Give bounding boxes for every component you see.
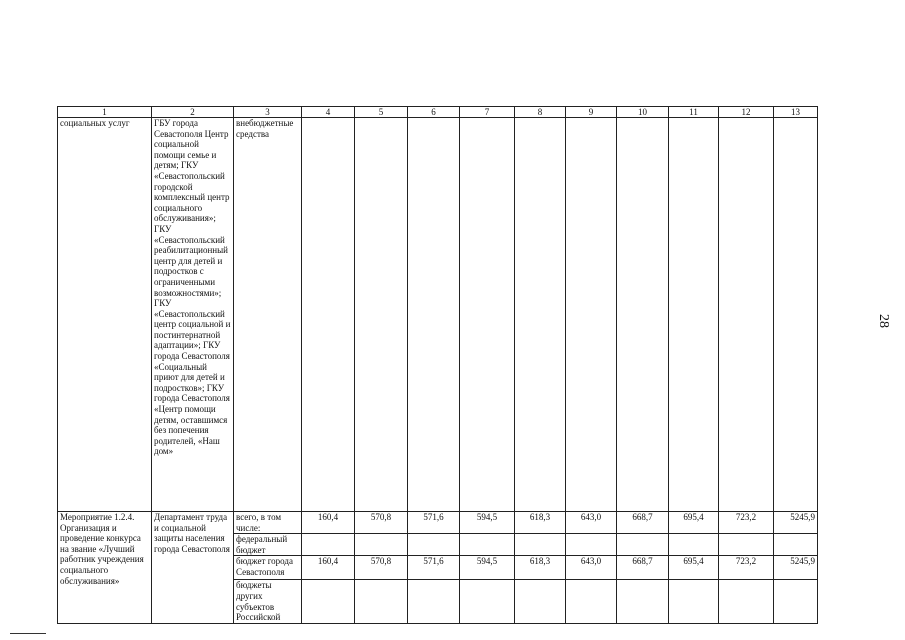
value-cell <box>408 118 460 512</box>
funding-source-cell: бюджеты других субъектов Российской <box>234 580 302 623</box>
value-cell <box>566 534 617 556</box>
funding-source-cell: федеральный бюджет <box>234 534 302 556</box>
value-cell <box>460 534 515 556</box>
value-cell <box>774 118 818 512</box>
header-cell: 3 <box>234 107 302 118</box>
funding-source-cell: бюджет города Севастополя <box>234 556 302 580</box>
table-header-row <box>58 107 818 118</box>
value-cell: 618,3 <box>515 556 566 580</box>
value-cell: 570,8 <box>355 556 408 580</box>
footer-divider <box>10 633 46 634</box>
value-cell: 695,4 <box>669 512 719 534</box>
value-cell: 695,4 <box>669 556 719 580</box>
value-cell <box>719 534 774 556</box>
event-name-cell: Мероприятие 1.2.4. Организация и проведение конкурса на звание «Лучший работник учреждения социального обслуживания» <box>58 512 152 624</box>
value-cell <box>515 118 566 512</box>
value-cell: 5245,9 <box>774 556 818 580</box>
value-cell <box>460 118 515 512</box>
value-cell: 5245,9 <box>774 512 818 534</box>
value-cell <box>774 580 818 623</box>
value-cell: 723,2 <box>719 556 774 580</box>
table-row <box>58 512 818 534</box>
value-cell <box>617 534 669 556</box>
value-cell <box>355 534 408 556</box>
value-cell <box>460 580 515 623</box>
page-number: 28 <box>876 314 891 328</box>
value-cell <box>408 580 460 623</box>
value-cell <box>719 118 774 512</box>
value-cell <box>408 534 460 556</box>
value-cell <box>515 534 566 556</box>
funding-source-cell: всего, в том числе: <box>234 512 302 534</box>
budget-table <box>57 106 818 624</box>
header-cell: 7 <box>460 107 515 118</box>
value-cell <box>302 580 355 623</box>
value-cell <box>719 580 774 623</box>
executor-cell: ГБУ города Севастополя Центр социальной помощи семье и детям; ГКУ «Севастопольский городской комплексный центр социального обслуживания»; ГКУ «Севастопольский реабилитационный центр для детей и подростков с ограниченными возможностями»; ГКУ «Севастопольский центр социальной и постинтернатной адаптации»; ГКУ города Севастополя «Социальный приют для детей и подростков»; ГКУ города Севастополя «Центр помощи детям, оставшимся без попечения родителей, «Наш дом» <box>152 118 234 512</box>
header-cell: 8 <box>515 107 566 118</box>
value-cell <box>669 118 719 512</box>
header-cell: 5 <box>355 107 408 118</box>
value-cell: 594,5 <box>460 556 515 580</box>
value-cell <box>617 118 669 512</box>
header-cell: 10 <box>617 107 669 118</box>
header-cell: 2 <box>152 107 234 118</box>
value-cell <box>515 580 566 623</box>
funding-source-cell: внебюджетные средства <box>234 118 302 512</box>
value-cell: 594,5 <box>460 512 515 534</box>
value-cell <box>669 534 719 556</box>
header-cell: 4 <box>302 107 355 118</box>
value-cell: 618,3 <box>515 512 566 534</box>
value-cell: 160,4 <box>302 512 355 534</box>
value-cell <box>302 118 355 512</box>
value-cell: 668,7 <box>617 512 669 534</box>
value-cell: 723,2 <box>719 512 774 534</box>
header-cell: 6 <box>408 107 460 118</box>
header-cell: 11 <box>669 107 719 118</box>
program-cell: социальных услуг <box>58 118 152 512</box>
value-cell <box>566 580 617 623</box>
header-cell: 1 <box>58 107 152 118</box>
value-cell <box>302 534 355 556</box>
value-cell: 570,8 <box>355 512 408 534</box>
value-cell: 571,6 <box>408 512 460 534</box>
value-cell: 643,0 <box>566 512 617 534</box>
value-cell: 571,6 <box>408 556 460 580</box>
header-cell: 9 <box>566 107 617 118</box>
value-cell <box>566 118 617 512</box>
value-cell <box>774 534 818 556</box>
value-cell: 668,7 <box>617 556 669 580</box>
value-cell <box>355 118 408 512</box>
header-cell: 12 <box>719 107 774 118</box>
table-row <box>58 118 818 512</box>
event-executor-cell: Департамент труда и социальной защиты населения города Севастополя <box>152 512 234 624</box>
header-cell: 13 <box>774 107 818 118</box>
value-cell <box>355 580 408 623</box>
value-cell: 643,0 <box>566 556 617 580</box>
value-cell <box>669 580 719 623</box>
value-cell <box>617 580 669 623</box>
value-cell: 160,4 <box>302 556 355 580</box>
